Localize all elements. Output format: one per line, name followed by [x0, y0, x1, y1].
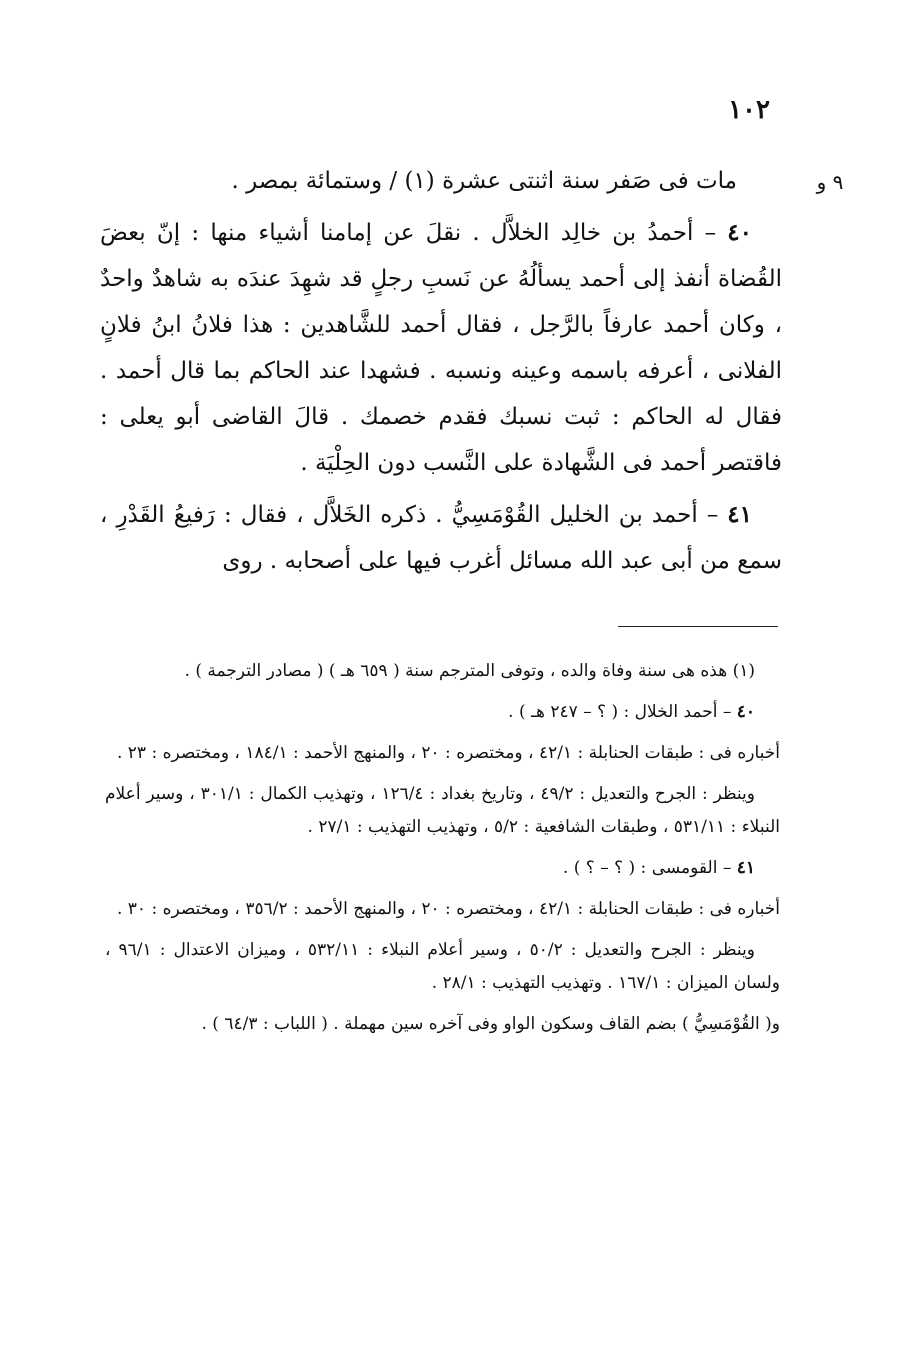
- footnotes: [105, 655, 780, 1049]
- entry-40: [100, 210, 782, 486]
- footnote-41-number: ٤١: [736, 858, 755, 878]
- entry-41-text: – أحمد بن الخليل القُوْمَسِيُّ . ذكره الخَلاَّل ، فقال : رَفيعُ القَدْرِ ، سمع من أبى عبد الله مسائل أغرب فيها على أصحابه . روى: [100, 502, 782, 574]
- footnote-1: (١) هذه هى سنة وفاة والده ، وتوفى المترجم سنة ( ٦٥٩ هـ ) ( مصادر الترجمة ) .: [184, 661, 755, 681]
- footnote-40-references: وينظر : الجرح والتعديل : ٤٩/٢ ، وتاريخ بغداد : ١٢٦/٤ ، وتهذيب الكمال : ٣٠١/١ ، وسير أعلام النبلاء : ٥٣١/١١ ، وطبقات الشافعية : ٥/٢ ، وتهذيب التهذيب : ٢٧/١ .: [105, 784, 780, 837]
- footnote-41-lubab: و( القُوْمَسِيُّ ) بضم القاف وسكون الواو وفى آخره سين مهملة . ( اللباب : ٦٤/٣ ) .: [201, 1014, 780, 1034]
- footnote-40-heading-text: – أحمد الخلال : ( ؟ – ٢٤٧ هـ ) .: [508, 702, 737, 722]
- footnote-40-heading: [105, 696, 780, 729]
- main-line-1: مات فى صَفر سنة اثنتى عشرة (١) / وستمائة بمصر .: [231, 168, 737, 194]
- page-number: ١٠٢: [728, 95, 770, 125]
- footnote-41-sources: أخباره فى : طبقات الحنابلة : ٤٢/١ ، ومختصره : ٢٠ ، والمنهج الأحمد : ٣٥٦/٢ ، ومختصره : ٣٠ .: [116, 899, 780, 919]
- entry-40-number: ٤٠: [727, 219, 752, 246]
- footnote-40-sources: أخباره فى : طبقات الحنابلة : ٤٢/١ ، ومختصره : ٢٠ ، والمنهج الأحمد : ١٨٤/١ ، ومختصره : ٢٣ .: [116, 743, 780, 763]
- entry-41-number: ٤١: [727, 501, 752, 528]
- footnote-41-references: وينظر : الجرح والتعديل : ٥٠/٢ ، وسير أعلام النبلاء : ٥٣٢/١١ ، وميزان الاعتدال : ٩٦/١ ، ولسان الميزان : ١٦٧/١ . وتهذيب التهذيب : ٢٨/١ .: [105, 940, 780, 993]
- footnote-41-heading: [105, 852, 780, 885]
- margin-note: ٩ و: [816, 170, 844, 194]
- footnote-40-number: ٤٠: [736, 702, 755, 722]
- footnote-41-heading-text: – القومسى : ( ؟ – ؟ ) .: [562, 858, 737, 878]
- footnote-divider: [618, 626, 778, 627]
- entry-41: [100, 492, 782, 584]
- entry-40-text: – أحمدُ بن خالِد الخلاَّل . نقلَ عن إمامنا أشياء منها : إنّ بعضَ القُضاة أنفذ إلى أحمد يسألُهُ عن نَسبِ رجلٍ قد شهِدَ عندَه به شاهدٌ واحدٌ ، وكان أحمد عارفاً بالرَّجل ، فقال أحمد للشَّاهدين : هذا فلانُ ابنُ فلانٍ الفلانى ، أعرفه باسمه وعينه ونسبه . فشهدا عند الحاكم بما قال أحمد . فقال له الحاكم : ثبت نسبك فقدم خصمك . قالَ القاضى أبو يعلى : فاقتصر أحمد فى الشَّهادة على النَّسب دون الحِلْيَة .: [100, 220, 782, 476]
- main-text: [100, 158, 782, 590]
